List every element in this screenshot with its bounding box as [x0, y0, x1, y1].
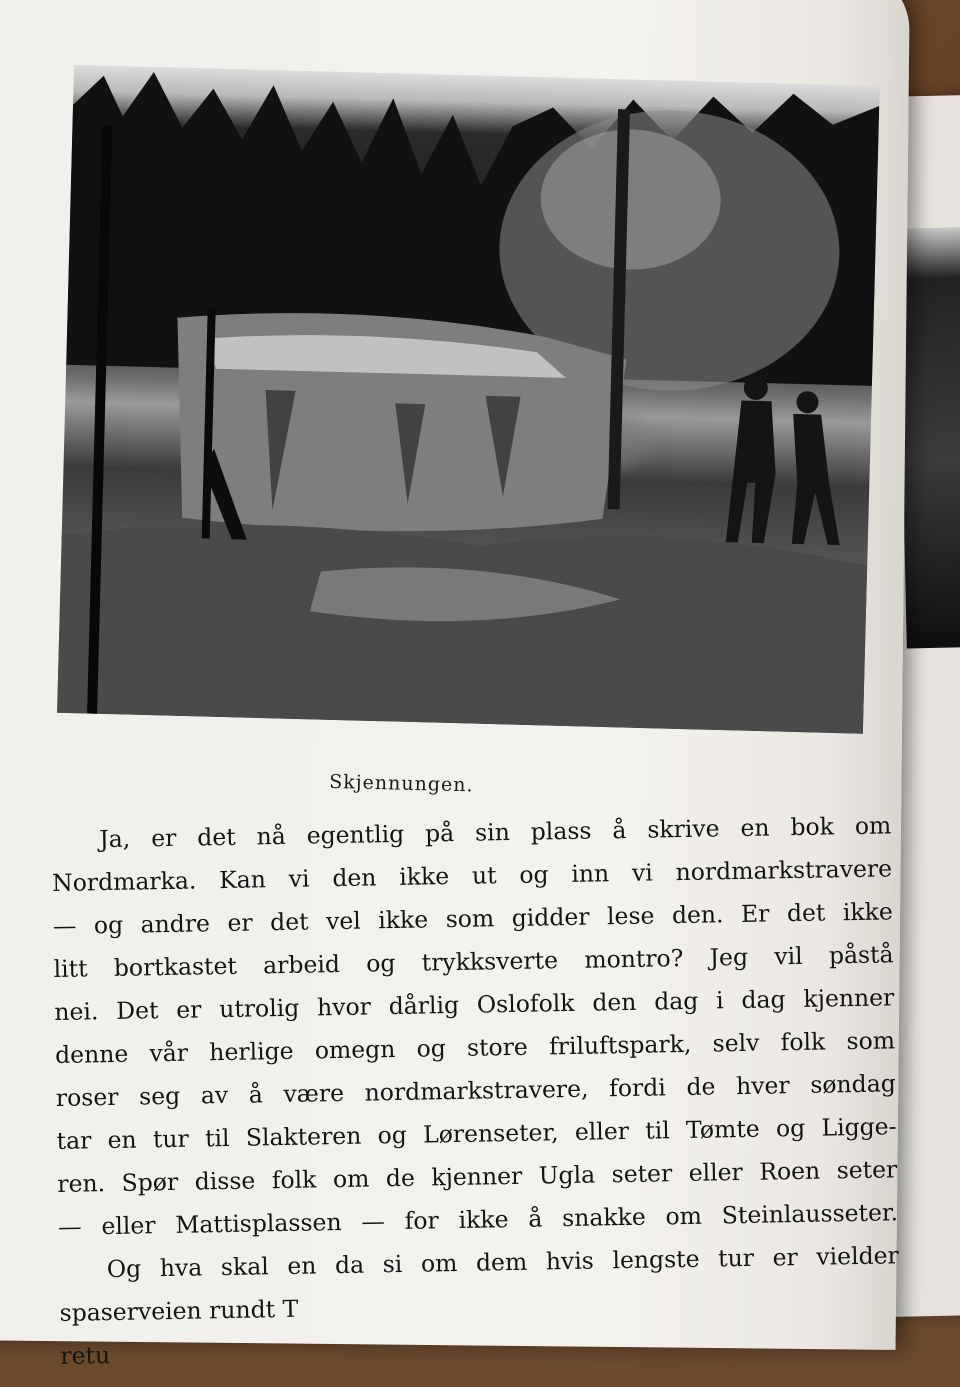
text-line: Nordmarka. Kan vi den ikke ut og inn vi nordmarkstravere	[51, 854, 893, 897]
lake-photograph	[57, 65, 880, 734]
text-line: tar en tur til Slakteren og Lørenseter, eller til Tømte og Ligge-	[56, 1112, 897, 1155]
body-paragraph	[51, 804, 901, 1378]
text-line: ren. Spør disse folk om de kjenner Ugla seter eller Roen seter	[57, 1155, 898, 1198]
facing-page-photo	[898, 227, 960, 649]
text-line: Ja, er det nå egentlig på sin plass å skrive en bok om	[99, 811, 892, 854]
forest-lake-illustration	[57, 65, 880, 734]
text-line: spaserveien rundt T	[59, 1294, 299, 1327]
figure-caption: Skjennungen.	[328, 770, 474, 797]
text-line: denne vår herlige omegn og store friluftspark, selv folk som	[54, 1026, 896, 1069]
text-line: roser seg av å være nordmarkstravere, fordi de hver søndag	[55, 1069, 896, 1112]
text-line: retu	[60, 1341, 111, 1370]
text-line: — og andre er det vel ikke som gidder lese den. Er det ikke	[52, 897, 893, 940]
text-line: — eller Mattisplassen — for ikke å snakke om Steinlausseter.	[57, 1198, 899, 1241]
text-line: litt bortkastet arbeid og trykksverte montro? Jeg vil påstå	[53, 940, 894, 983]
text-line: nei. Det er utrolig hvor dårlig Oslofolk den dag i dag kjenner	[54, 983, 895, 1026]
text-line: Og hva skal en da si om dem hvis lengste tur er vielder	[106, 1241, 899, 1284]
